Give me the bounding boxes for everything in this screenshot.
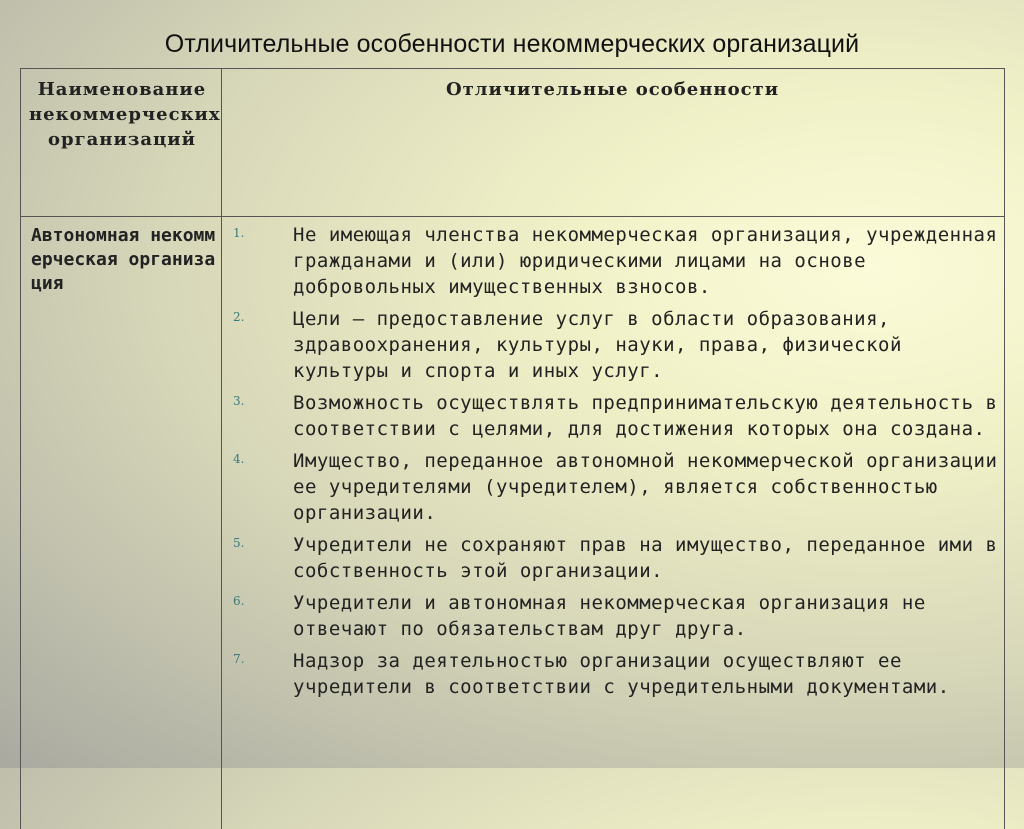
list-item-text: Надзор за деятельностью организации осуществляют ее учредители в соответствии с учредительными документами. [293,650,950,698]
header-features-column: Отличительные особенности [445,79,780,100]
header-name-column: Наименование некоммерческих организаций [29,79,221,150]
features-list [231,222,1001,706]
list-item-text: Возможность осуществлять предпринимательскую деятельность в соответствии с целями, для достижения которых она создана. [293,392,998,440]
org-name-cell: Автономная некоммерческая организация [31,225,216,294]
column-divider [221,69,222,829]
list-item [231,448,1001,526]
list-item-text: Цели – предоставление услуг в области образования, здравоохранения, культуры, науки, права, физической культуры и спорта и иных услуг. [293,308,902,382]
list-item [231,390,1001,442]
header-divider [21,216,1004,217]
list-item-text: Имущество, переданное автономной некоммерческой организации ее учредителями (учредителем), является собственностью организации. [293,450,998,524]
list-number: 7. [233,652,245,666]
list-item [231,532,1001,584]
list-number: 1. [233,226,245,240]
list-item [231,648,1001,700]
list-item-text: Учредители и автономная некоммерческая организация не отвечают по обязательствам друг друга. [293,592,926,640]
list-number: 2. [233,310,245,324]
list-number: 6. [233,594,245,608]
features-table [20,68,1005,829]
list-item [231,222,1001,300]
list-number: 5. [233,536,245,550]
list-number: 4. [233,452,245,466]
slide-title: Отличительные особенности некоммерческих организаций [164,30,860,58]
list-item [231,306,1001,384]
list-item-text: Не имеющая членства некоммерческая организация, учрежденная гражданами и (или) юридическими лицами на основе добровольных имущественных взносов. [293,224,998,298]
list-number: 3. [233,394,245,408]
list-item [231,590,1001,642]
list-item-text: Учредители не сохраняют прав на имущество, переданное ими в собственность этой организации. [293,534,998,582]
